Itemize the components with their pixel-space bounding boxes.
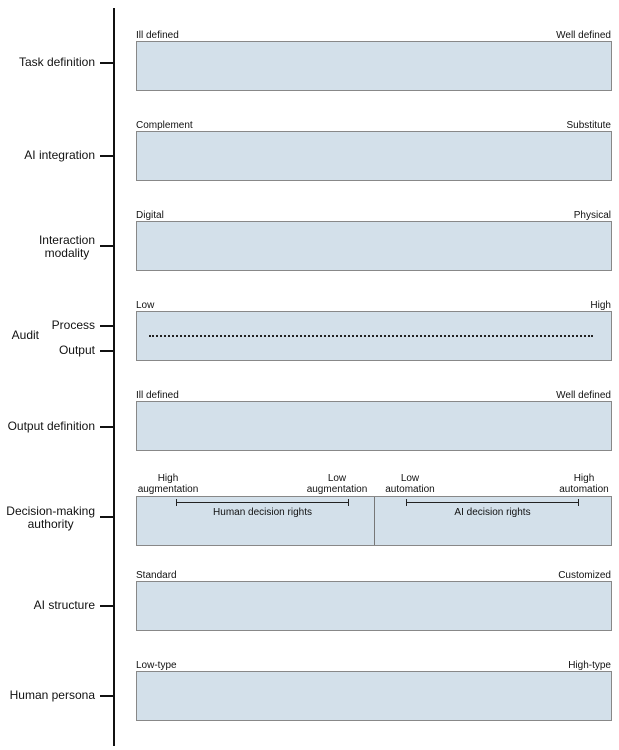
human-persona-right-label: High-type [568, 660, 611, 671]
tick-output-definition [100, 426, 113, 428]
task-definition-left-label: Ill defined [136, 30, 179, 41]
human-persona-left-label: Low-type [136, 660, 177, 671]
ai-decision-rights-label: AI decision rights [454, 507, 531, 518]
label-line: augmentation [306, 484, 368, 495]
label-line: High [573, 473, 595, 484]
human-persona-bar [136, 671, 612, 721]
tick-audit-process [100, 325, 113, 327]
tick-human-persona [100, 695, 113, 697]
ai-integration-right-label: Substitute [566, 120, 611, 131]
row-label-ai-structure: AI structure [33, 598, 95, 612]
audit-left-label: Low [136, 300, 155, 311]
ai-decision-rights-range [406, 502, 579, 503]
task-definition-right-label: Well defined [556, 30, 611, 41]
ai-integration-bar [136, 131, 612, 181]
tick-audit-output [100, 350, 113, 352]
tick-ai-structure [100, 605, 113, 607]
audit-right-label: High [590, 300, 611, 311]
audit-dotted-line [149, 335, 593, 337]
ai-integration-left-label: Complement [136, 120, 193, 131]
row-label-task-definition: Task definition [18, 55, 95, 69]
row-label-line: Interaction [38, 233, 95, 247]
low-automation-label [382, 473, 438, 495]
task-definition-bar [136, 41, 612, 91]
row-label-audit: Audit [11, 328, 39, 342]
vertical-axis [113, 8, 115, 746]
output-definition-left-label: Ill defined [136, 390, 179, 401]
label-line: augmentation [137, 484, 199, 495]
low-augmentation-label [305, 473, 369, 495]
audit-process-label: Process [51, 318, 95, 332]
label-line: High [157, 473, 179, 484]
audit-output-label: Output [58, 343, 95, 357]
row-label-line: authority [27, 517, 74, 531]
ai-structure-bar [136, 581, 612, 631]
output-definition-right-label: Well defined [556, 390, 611, 401]
output-definition-bar [136, 401, 612, 451]
interaction-modality-right-label: Physical [573, 210, 611, 221]
human-decision-rights-label: Human decision rights [213, 507, 312, 518]
high-automation-label [556, 473, 612, 495]
row-label-decision-making-authority [6, 505, 95, 531]
high-augmentation-label [136, 473, 200, 495]
interaction-modality-bar [136, 221, 612, 271]
row-label-output-definition: Output definition [7, 419, 95, 433]
row-label-line: Decision-making [6, 504, 95, 518]
row-label-interaction-modality [39, 234, 95, 260]
tick-task-definition [100, 62, 113, 64]
tick-interaction-modality [100, 245, 113, 247]
row-label-line: modality [44, 246, 90, 260]
decision-making-authority-bar [136, 496, 612, 546]
tick-ai-integration [100, 155, 113, 157]
label-line: Low [400, 473, 420, 484]
audit-bar [136, 311, 612, 361]
row-label-human-persona: Human persona [9, 688, 95, 702]
label-line: Low [327, 473, 347, 484]
human-decision-rights-range [176, 502, 349, 503]
label-line: automation [385, 484, 435, 495]
decision-divider [374, 497, 375, 545]
label-line: automation [559, 484, 609, 495]
interaction-modality-left-label: Digital [136, 210, 164, 221]
ai-structure-left-label: Standard [136, 570, 177, 581]
row-label-ai-integration: AI integration [24, 148, 95, 162]
ai-structure-right-label: Customized [558, 570, 611, 581]
tick-decision-making-authority [100, 516, 113, 518]
